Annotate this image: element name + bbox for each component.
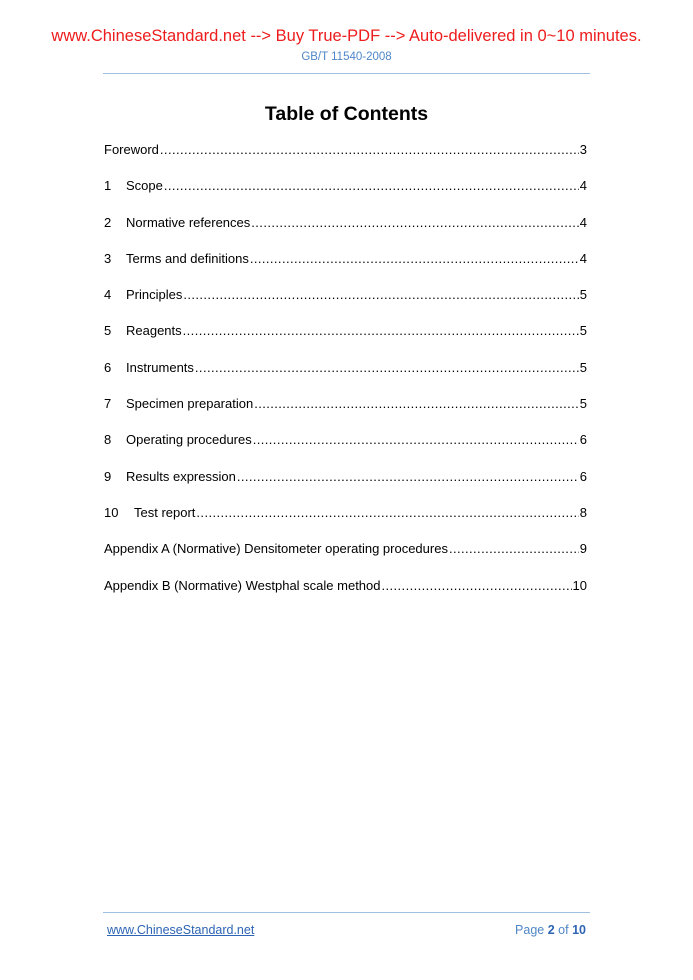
- toc-entry-instruments[interactable]: [104, 359, 587, 395]
- toc-leader-dots: [250, 250, 579, 268]
- toc-entry-number: 1: [104, 178, 112, 194]
- toc-entry-number: 6: [104, 359, 112, 375]
- toc-entry-page: 5: [579, 323, 587, 339]
- toc-entry-page: 6: [579, 468, 587, 484]
- toc-entry-reagents[interactable]: [104, 322, 587, 358]
- footer-website-link[interactable]: www.ChineseStandard.net: [107, 923, 255, 937]
- toc-entry-label: Scope: [126, 178, 163, 194]
- toc-entry-specimen-preparation[interactable]: [104, 395, 587, 431]
- toc-entry-label: Operating procedures: [126, 432, 252, 448]
- toc-entry-page: 4: [579, 178, 587, 194]
- toc-entry-page: 5: [579, 396, 587, 412]
- toc-entry-page: 5: [579, 359, 587, 375]
- toc-entry-foreword[interactable]: [104, 141, 587, 177]
- toc-entry-page: 8: [579, 504, 587, 520]
- toc-entry-principles[interactable]: [104, 286, 587, 322]
- table-of-contents: [104, 141, 587, 613]
- toc-leader-dots: [449, 540, 579, 558]
- toc-leader-dots: [196, 504, 578, 522]
- toc-entry-test-report[interactable]: [104, 504, 587, 540]
- toc-leader-dots: [160, 141, 579, 159]
- toc-leader-dots: [253, 431, 579, 449]
- toc-entry-label: Foreword: [104, 142, 159, 157]
- toc-entry-label: Specimen preparation: [126, 396, 254, 412]
- toc-entry-number: 9: [104, 468, 112, 484]
- toc-entry-appendix-b[interactable]: [104, 577, 587, 613]
- toc-leader-dots: [382, 577, 572, 595]
- toc-entry-label: Instruments: [126, 359, 194, 375]
- toc-entry-label: Terms and definitions: [126, 250, 249, 266]
- toc-entry-normative-references[interactable]: [104, 214, 587, 250]
- toc-entry-terms-and-definitions[interactable]: [104, 250, 587, 286]
- toc-leader-dots: [164, 177, 579, 195]
- toc-entry-label: Appendix B (Normative) Westphal scale method: [104, 577, 381, 593]
- toc-entry-scope[interactable]: [104, 177, 587, 213]
- toc-entry-page: 4: [579, 214, 587, 230]
- page-separator: of: [558, 923, 569, 937]
- toc-entry-label: Test report: [134, 504, 196, 520]
- page-label: Page: [515, 923, 545, 937]
- toc-entry-operating-procedures[interactable]: [104, 431, 587, 467]
- toc-leader-dots: [254, 395, 579, 413]
- toc-entry-number: 8: [104, 432, 112, 448]
- toc-entry-label: Appendix A (Normative) Densitometer operating procedures: [104, 541, 448, 557]
- toc-entry-label: Principles: [126, 287, 183, 303]
- toc-entry-results-expression[interactable]: [104, 468, 587, 504]
- toc-entry-number: 5: [104, 323, 112, 339]
- page-number: [515, 922, 586, 938]
- toc-entry-page: 9: [579, 541, 587, 557]
- toc-entry-label: Normative references: [126, 214, 251, 230]
- toc-entry-page: 3: [579, 142, 587, 157]
- toc-entry-number: 4: [104, 287, 112, 303]
- toc-leader-dots: [183, 286, 578, 304]
- toc-entry-page: 4: [579, 250, 587, 266]
- toc-leader-dots: [251, 214, 578, 232]
- toc-entry-page: 5: [579, 287, 587, 303]
- toc-leader-dots: [237, 468, 579, 486]
- current-page: 2: [547, 923, 555, 937]
- toc-entry-number: 3: [104, 250, 112, 266]
- page-title: Table of Contents: [264, 103, 429, 125]
- toc-entry-number: 7: [104, 396, 112, 412]
- toc-entry-label: Results expression: [126, 468, 236, 484]
- toc-entry-appendix-a[interactable]: [104, 540, 587, 576]
- toc-leader-dots: [183, 322, 579, 340]
- toc-leader-dots: [195, 359, 579, 377]
- document-id: GB/T 11540-2008: [301, 51, 392, 63]
- toc-entry-label: Reagents: [126, 323, 182, 339]
- toc-entry-page: 6: [579, 432, 587, 448]
- total-pages: 10: [572, 923, 586, 937]
- toc-entry-number: 10: [104, 504, 119, 520]
- header-divider: [103, 73, 590, 74]
- toc-entry-number: 2: [104, 214, 112, 230]
- toc-entry-page: 10: [572, 577, 587, 593]
- footer-divider: [103, 912, 590, 913]
- header-banner: www.ChineseStandard.net --> Buy True-PDF --> Auto-delivered in 0~10 minutes.: [51, 27, 642, 45]
